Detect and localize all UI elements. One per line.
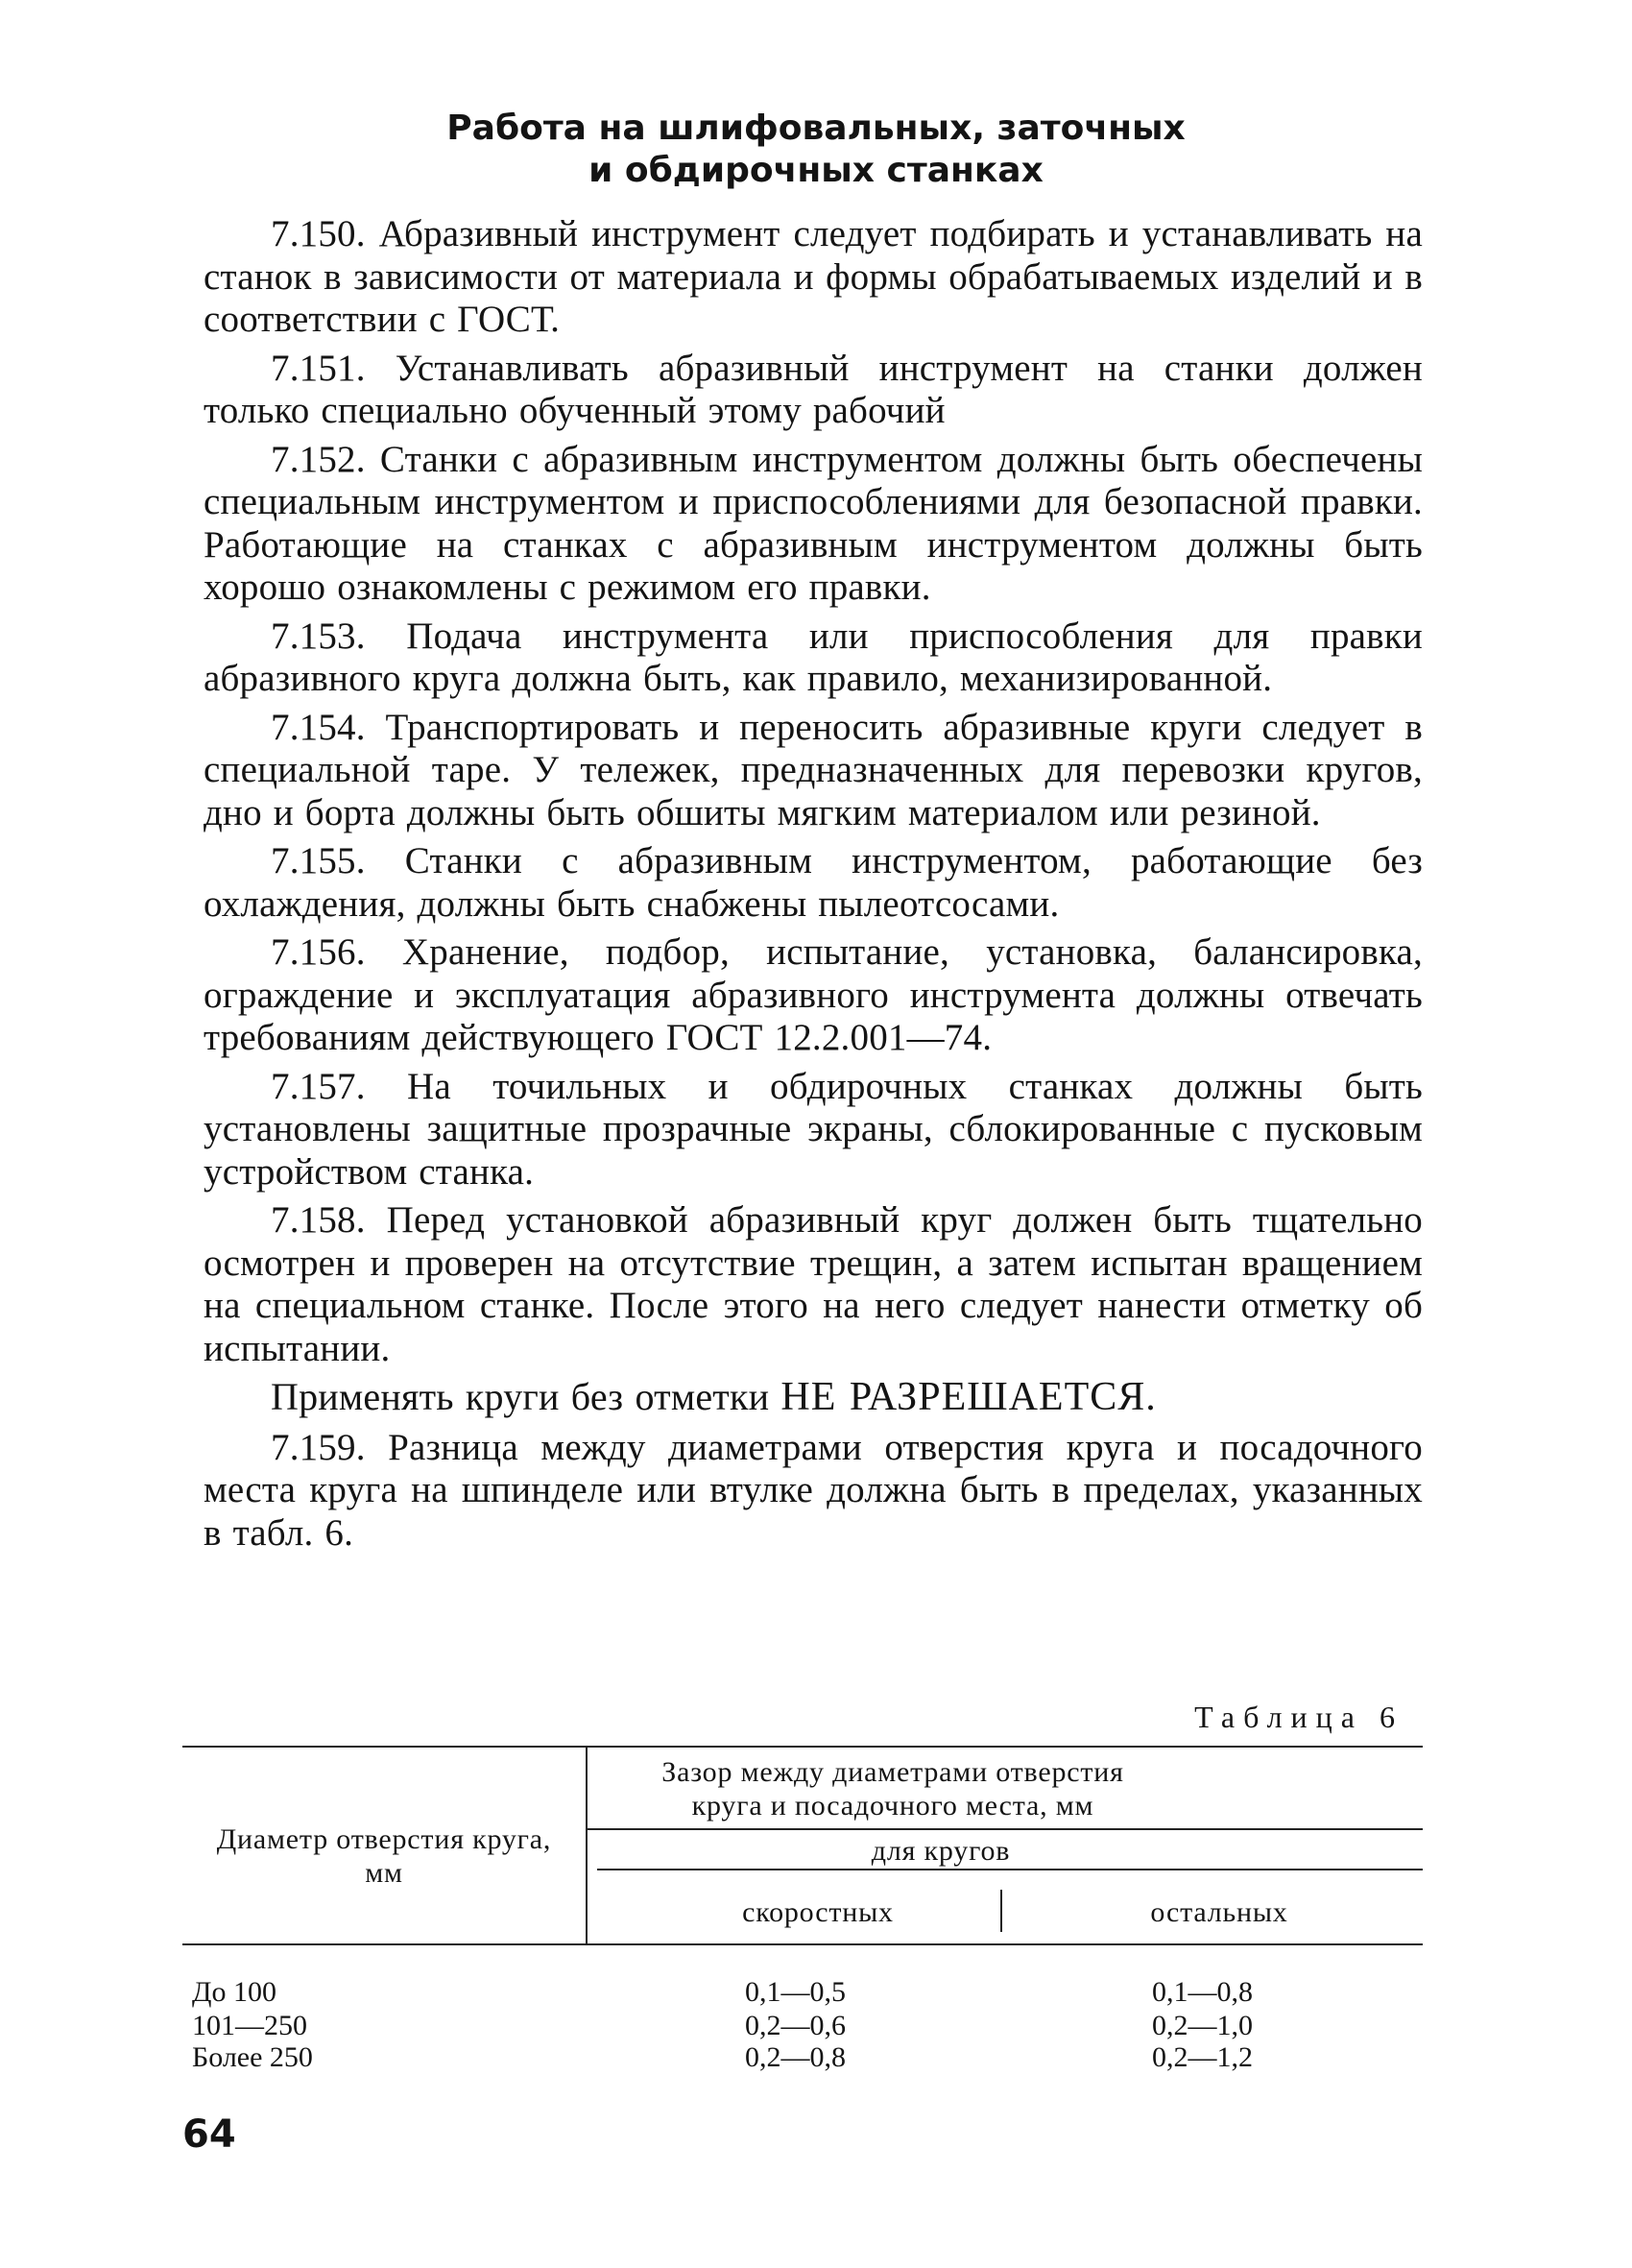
header-bottom-rule bbox=[182, 1943, 1423, 1945]
paragraph-7-152: 7.152. Станки с абразивным инструментом должны быть обеспечены специальным инструментом и приспособлениями для безопасной правки. Работающие на станках с абразивным инструментом должны быть хорошо ознакомлены с режимом его правки. bbox=[204, 438, 1423, 608]
row-other: 0,2—1,0 bbox=[1152, 2010, 1253, 2041]
header-diameter: Диаметр отверстия круга, мм bbox=[216, 1823, 552, 1889]
paragraph-7-153: 7.153. Подача инструмента или приспособления для правки абразивного круга должна быть, как правило, механизированной. bbox=[204, 615, 1423, 699]
sub-header-rule bbox=[597, 1869, 1423, 1870]
prohibition-notice bbox=[204, 1376, 1423, 1419]
paragraph-7-156: 7.156. Хранение, подбор, испытание, установка, балансировка, ограждение и эксплуатация абразивного инструмента должны отвечать требованиям действующего ГОСТ 12.2.001—74. bbox=[204, 931, 1423, 1058]
clearance-table bbox=[182, 1746, 1423, 2101]
prohibition-caps: НЕ РАЗРЕШАЕТСЯ. bbox=[780, 1375, 1157, 1419]
group-header-rule bbox=[588, 1828, 1423, 1830]
row-fast: 0,1—0,5 bbox=[745, 1976, 846, 2008]
section-heading bbox=[192, 108, 1440, 192]
paragraph-7-154: 7.154. Транспортировать и переносить абразивные круги следует в специальной таре. У тележек, предназначенных для перевозки кругов, дно и борта должны быть обшиты мягким материалом или резиной. bbox=[204, 706, 1423, 833]
fast-other-divider bbox=[1000, 1890, 1002, 1932]
table-caption: Таблица 6 bbox=[1194, 1700, 1404, 1734]
paragraph-7-158: 7.158. Перед установкой абразивный круг должен быть тщательно осмотрен и проверен на отсутствие трещин, а затем испытан вращением на специальном станке. После этого на него следует нанести отметку об испытании. bbox=[204, 1199, 1423, 1369]
body-text bbox=[204, 213, 1423, 1560]
row-fast: 0,2—0,6 bbox=[745, 2010, 846, 2041]
paragraph-7-157: 7.157. На точильных и обдирочных станках должны быть установлены защитные прозрачные экраны, сблокированные с пусковым устройством станка. bbox=[204, 1065, 1423, 1193]
row-diameter: До 100 bbox=[192, 1976, 276, 2008]
row-other: 0,2—1,2 bbox=[1152, 2041, 1253, 2073]
heading-line-2: и обдирочных станках bbox=[588, 151, 1044, 190]
row-diameter: 101—250 bbox=[192, 2010, 307, 2041]
row-fast: 0,2—0,8 bbox=[745, 2041, 846, 2073]
header-fast: скоростных bbox=[742, 1896, 894, 1928]
prohibition-prefix: Применять круги без отметки bbox=[271, 1375, 781, 1418]
row-other: 0,1—0,8 bbox=[1152, 1976, 1253, 2008]
header-other: остальных bbox=[1150, 1896, 1288, 1928]
table-top-rule bbox=[182, 1746, 1423, 1748]
paragraph-7-151: 7.151. Устанавливать абразивный инструмент на станки должен только специально обученный этому рабочий bbox=[204, 347, 1423, 431]
page-number: 64 bbox=[182, 2112, 236, 2157]
row-diameter: Более 250 bbox=[192, 2041, 313, 2073]
paragraph-7-159: 7.159. Разница между диаметрами отверстия круга и посадочного места круга на шпинделе или втулке должна быть в пределах, указанных в табл. 6. bbox=[204, 1426, 1423, 1554]
header-for-wheels: для кругов bbox=[871, 1835, 1011, 1867]
header-clearance: Зазор между диаметрами отверстия круга и посадочного места, мм bbox=[661, 1756, 1124, 1822]
paragraph-7-150: 7.150. Абразивный инструмент следует подбирать и устанавливать на станок в зависимости от материала и формы обрабатываемых изделий и в соответствии с ГОСТ. bbox=[204, 213, 1423, 340]
header-vertical-divider bbox=[586, 1746, 588, 1943]
heading-line-1: Работа на шлифовальных, заточных bbox=[446, 109, 1186, 148]
paragraph-7-155: 7.155. Станки с абразивным инструментом, работающие без охлаждения, должны быть снабжены пылеотсосами. bbox=[204, 840, 1423, 925]
